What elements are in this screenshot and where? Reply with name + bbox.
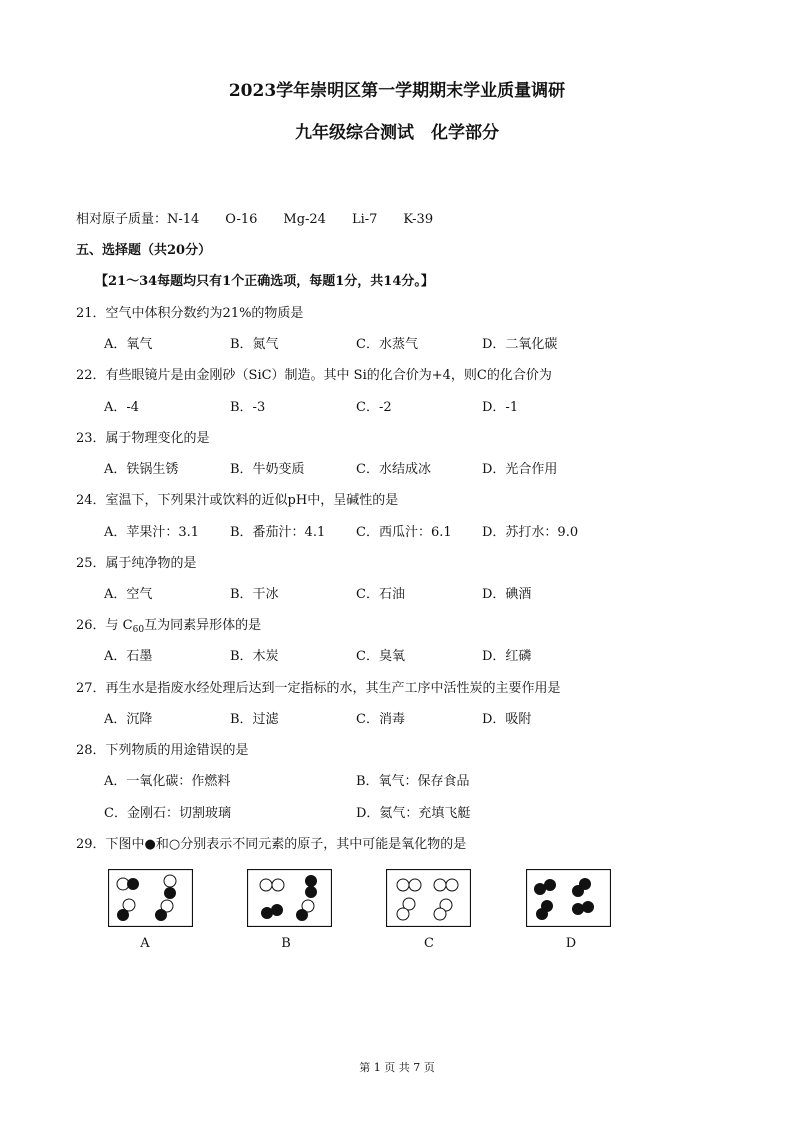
question-22-stem: 22．有些眼镜片是由金刚砂（SiC）制造。其中 Si的化合价为+4，则C的化合价为: [76, 368, 552, 383]
q23-option-a[interactable]: A．铁锅生锈: [104, 462, 179, 477]
q28-option-a[interactable]: A．一氧化碳：作燃料: [104, 774, 231, 789]
q28-option-d[interactable]: D．氦气：充填飞艇: [356, 806, 471, 821]
q28-option-b[interactable]: B．氧气：保存食品: [356, 774, 470, 789]
q26-stem-pre: 26．与 C: [76, 618, 133, 633]
q21-option-d[interactable]: D．二氧化碳: [482, 337, 558, 352]
q26-option-d[interactable]: D．红磷: [482, 649, 532, 664]
q23-option-b[interactable]: B．牛奶变质: [230, 462, 305, 477]
q26-stem-post: 互为同素异形体的是: [144, 618, 262, 633]
diagram-c-label: C: [424, 936, 434, 951]
q26-option-c[interactable]: C．臭氧: [356, 649, 405, 664]
q27-option-c[interactable]: C．消毒: [356, 712, 405, 727]
q21-option-a[interactable]: A．氧气: [104, 337, 153, 352]
diagram-d-label: D: [565, 936, 577, 951]
q22-option-d[interactable]: D．-1: [482, 400, 519, 415]
question-24-stem: 24．室温下，下列果汁或饮料的近似pH中，呈碱性的是: [76, 493, 399, 508]
q23-option-c[interactable]: C．水结成冰: [356, 462, 431, 477]
q27-option-b[interactable]: B．过滤: [230, 712, 279, 727]
diagram-a-label: A: [140, 936, 150, 951]
question-25-stem: 25．属于纯净物的是: [76, 556, 197, 571]
q21-option-c[interactable]: C．水蒸气: [356, 337, 418, 352]
diagram-b-label: B: [281, 936, 291, 951]
q24-option-a[interactable]: A．苹果汁：3.1: [104, 525, 200, 540]
q22-option-b[interactable]: B．-3: [230, 400, 266, 415]
q23-option-d[interactable]: D．光合作用: [482, 462, 558, 477]
q24-option-b[interactable]: B．番茄汁：4.1: [230, 525, 326, 540]
question-21-stem: 21．空气中体积分数约为21%的物质是: [76, 306, 304, 321]
question-23-stem: 23．属于物理变化的是: [76, 431, 210, 446]
page-subtitle: 九年级综合测试 化学部分: [295, 123, 499, 143]
question-26-stem: [76, 614, 261, 633]
q24-option-d[interactable]: D．苏打水：9.0: [482, 525, 579, 540]
section-instruction: 【21～34每题均只有1个正确选项，每题1分，共14分。】: [95, 274, 434, 289]
q26-option-b[interactable]: B．木炭: [230, 649, 279, 664]
q26-stem-subscript: 60: [132, 625, 145, 635]
question-28-stem: 28．下列物质的用途错误的是: [76, 743, 249, 758]
q27-option-a[interactable]: A．沉降: [104, 712, 153, 727]
q22-option-c[interactable]: C．-2: [356, 400, 392, 415]
diagram-a[interactable]: [108, 869, 193, 927]
q24-option-c[interactable]: C．西瓜汁：6.1: [356, 525, 452, 540]
q25-option-a[interactable]: A．空气: [104, 587, 153, 602]
diagram-c[interactable]: [386, 869, 471, 927]
q22-option-a[interactable]: A．-4: [104, 400, 140, 415]
question-27-stem: 27．再生水是指废水经处理后达到一定指标的水，其生产工序中活性炭的主要作用是: [76, 681, 561, 696]
question-29-stem: 29．下图中●和○分别表示不同元素的原子，其中可能是氧化物的是: [76, 837, 467, 852]
section-title: 五、选择题（共20分）: [76, 243, 212, 258]
q25-option-d[interactable]: D．碘酒: [482, 587, 532, 602]
atomic-mass-line: 相对原子质量：N-14 O-16 Mg-24 Li-7 K-39: [76, 212, 434, 227]
diagram-b[interactable]: [247, 869, 332, 927]
q26-option-a[interactable]: A．石墨: [104, 649, 153, 664]
page-footer: 第 1 页 共 7 页: [359, 1061, 435, 1074]
q27-option-d[interactable]: D．吸附: [482, 712, 532, 727]
q25-option-c[interactable]: C．石油: [356, 587, 405, 602]
page-title: 2023学年崇明区第一学期期末学业质量调研: [228, 81, 566, 101]
q28-option-c[interactable]: C．金刚石：切割玻璃: [104, 806, 231, 821]
q25-option-b[interactable]: B．干冰: [230, 587, 279, 602]
q21-option-b[interactable]: B．氮气: [230, 337, 279, 352]
diagram-d[interactable]: [526, 869, 611, 927]
